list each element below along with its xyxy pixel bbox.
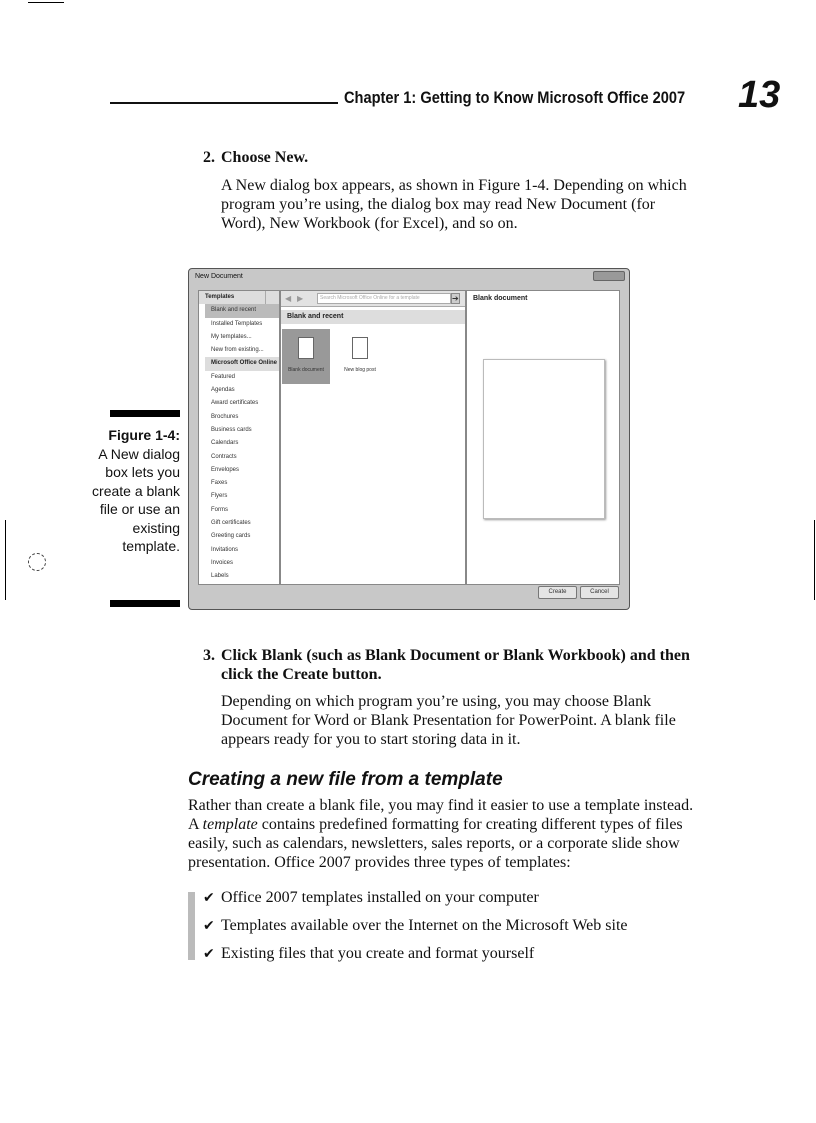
blank-recent-header: Blank and recent: [281, 310, 465, 324]
template-category-item[interactable]: Forms: [211, 506, 228, 513]
template-category-item[interactable]: Agendas: [211, 387, 235, 394]
template-category-item[interactable]: Award certificates: [211, 400, 259, 407]
document-icon: [298, 337, 314, 359]
template-category-item[interactable]: Brochures: [211, 413, 239, 420]
templates-header: Templates: [199, 291, 279, 304]
template-category-item[interactable]: Contracts: [211, 453, 237, 460]
template-category-item[interactable]: Invitations: [211, 546, 239, 553]
template-category-item[interactable]: Envelopes: [211, 466, 240, 473]
header-rule: [110, 102, 338, 104]
caption-bar: [110, 600, 180, 607]
template-category-item[interactable]: Gift certificates: [211, 520, 251, 527]
preview-thumbnail: [483, 359, 605, 519]
template-category-item[interactable]: Greeting cards: [211, 533, 251, 540]
template-category-item[interactable]: My templates...: [211, 333, 252, 340]
step-number: 2.: [203, 149, 215, 166]
template-browser: [280, 290, 466, 585]
template-category-item[interactable]: Business cards: [211, 426, 252, 433]
crop-mark: [814, 520, 815, 600]
back-icon[interactable]: ◀: [285, 294, 292, 303]
template-category-item[interactable]: Faxes: [211, 480, 228, 487]
window-controls[interactable]: [593, 271, 625, 281]
template-category-item[interactable]: Microsoft Office Online: [205, 357, 279, 370]
crop-mark: [5, 520, 6, 600]
search-go-icon[interactable]: ➔: [452, 294, 459, 303]
blog-post-icon: [352, 337, 368, 359]
step-title: Choose New.: [221, 149, 309, 166]
figure-caption: [80, 426, 180, 556]
cancel-button[interactable]: Cancel: [580, 586, 619, 599]
create-button[interactable]: Create: [538, 586, 577, 599]
list-item: ✔ Office 2007 templates installed on your computer: [203, 889, 539, 906]
step-body: Depending on which program you’re using, you may choose Blank Document for Word or Blank Presentation for PowerPoint. A blank file appears ready for you to start storing data in it.: [221, 693, 676, 748]
registration-mark-icon: [28, 553, 46, 571]
template-category-item[interactable]: Featured: [211, 373, 236, 380]
template-category-item[interactable]: Labels: [211, 573, 229, 580]
template-category-item[interactable]: Calendars: [211, 440, 239, 447]
step-body: A New dialog box appears, as shown in Figure 1-4. Depending on which program you’re using, the dialog box may read New Document (for Word), New Workbook (for Excel), and so on.: [221, 177, 687, 232]
templates-pane: [198, 290, 280, 585]
check-icon: ✔: [203, 946, 215, 962]
new-document-dialog: [188, 268, 630, 610]
figure-caption-text: A New dialog box lets you create a blank file or use an existing template.: [92, 445, 180, 554]
figure-label: Figure 1-4:: [108, 427, 180, 443]
check-icon: ✔: [203, 918, 215, 934]
page-number: 13: [738, 74, 781, 116]
template-category-item[interactable]: New from existing...: [211, 347, 264, 354]
template-category-item[interactable]: Installed Templates: [211, 320, 263, 327]
check-icon: ✔: [203, 890, 215, 906]
step-number: 3.: [203, 647, 215, 664]
preview-title: Blank document: [473, 295, 528, 302]
template-category-item[interactable]: Blank and recent: [205, 304, 279, 317]
step-title: Click Blank (such as Blank Document or Blank Workbook) and then click the Create button.: [221, 647, 690, 683]
dialog-title: New Document: [195, 273, 243, 280]
section-paragraph: Rather than create a blank file, you may find it easier to use a template instead. A template contains predefined formatting for creating different types of files easily, such as calendars, newsletters, sales reports, or a corporate slide show presentation. Office 2007 provides three types of templates:: [188, 797, 694, 871]
list-side-bar: [188, 892, 195, 960]
scrollbar[interactable]: [265, 291, 279, 304]
running-header: Chapter 1: Getting to Know Microsoft Office 2007: [344, 88, 686, 107]
crop-mark: [28, 2, 64, 3]
template-category-item[interactable]: Invoices: [211, 559, 234, 566]
list-item: ✔ Templates available over the Internet on the Microsoft Web site: [203, 917, 628, 934]
template-blank-document[interactable]: Blank document: [282, 329, 330, 384]
caption-bar: [110, 410, 180, 417]
template-new-blog-post[interactable]: New blog post: [335, 329, 385, 384]
list-item: ✔ Existing files that you create and format yourself: [203, 945, 535, 962]
section-heading: Creating a new file from a template: [188, 769, 503, 790]
template-category-item[interactable]: Flyers: [211, 493, 228, 500]
search-input[interactable]: Search Microsoft Office Online for a template: [317, 293, 451, 304]
preview-pane: [466, 290, 620, 585]
forward-icon[interactable]: ▶: [297, 294, 304, 303]
